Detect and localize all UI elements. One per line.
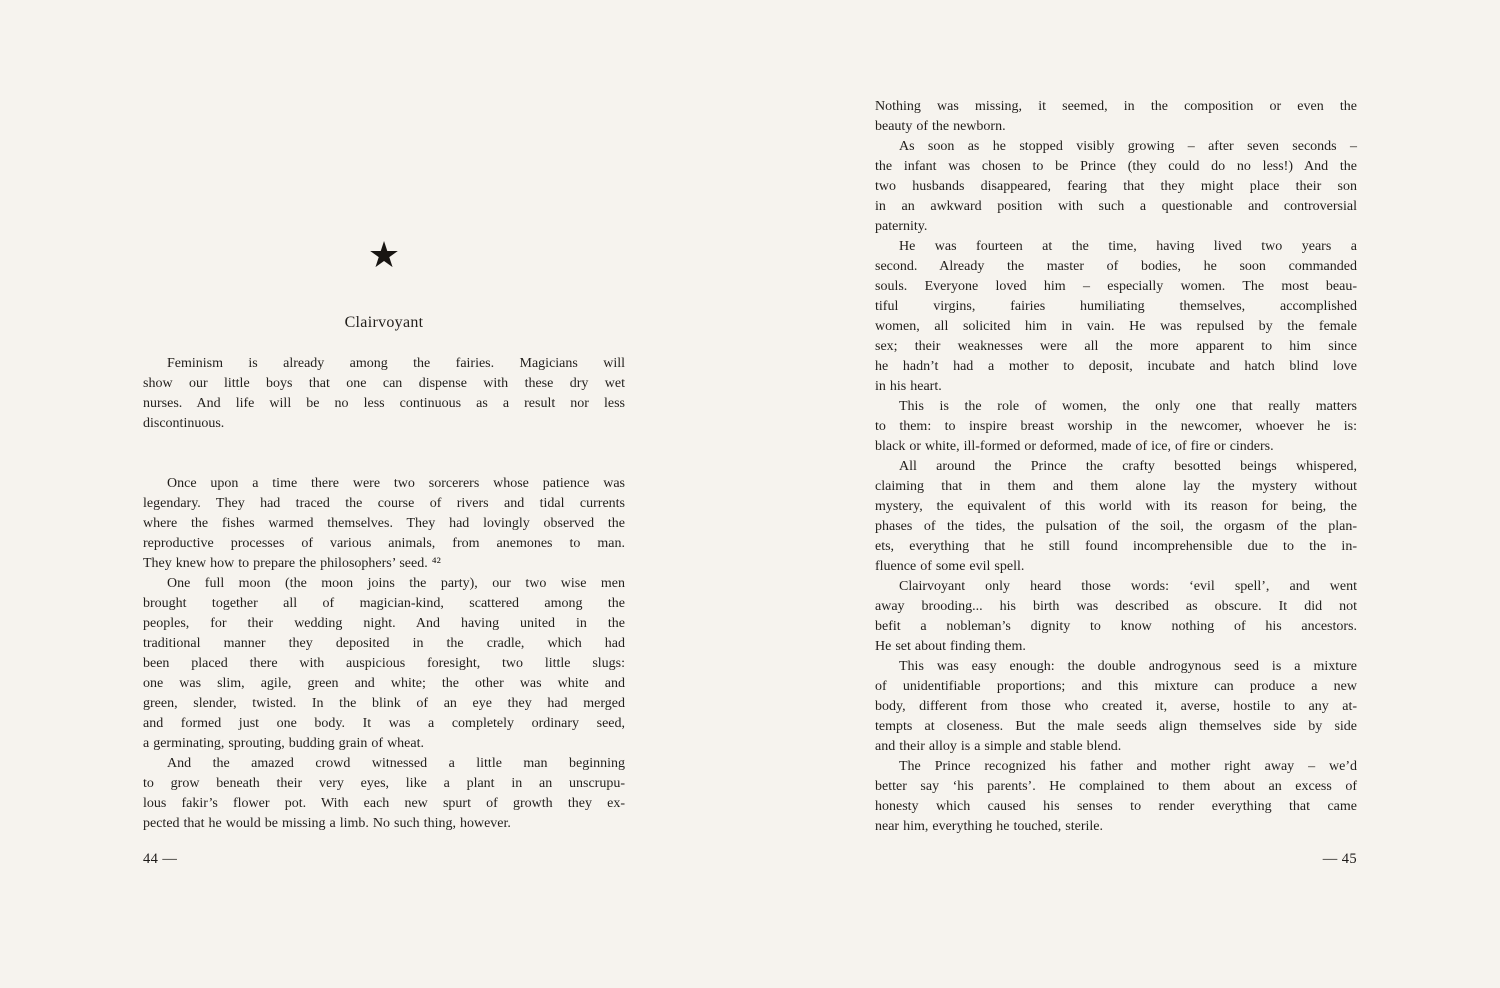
paragraph	[875, 137, 1357, 237]
text-line: sex; their weaknesses were all the more apparent to him since	[875, 339, 1357, 354]
text-line: near him, everything he touched, sterile.	[875, 819, 1103, 834]
page-number-right: — 45	[1322, 851, 1357, 867]
text-line: And the amazed crowd witnessed a little man beginning	[167, 756, 625, 771]
paragraph	[875, 237, 1357, 397]
page-number-left: 44 —	[143, 851, 178, 867]
text-line: been placed there with auspicious foresight, two little slugs:	[143, 656, 625, 671]
text-line: to grow beneath their very eyes, like a plant in an unscrupu-	[143, 776, 625, 791]
text-line: They knew how to prepare the philosophers’ seed. ⁴²	[143, 556, 441, 571]
text-line: befit a nobleman’s dignity to know nothing of his ancestors.	[875, 619, 1357, 634]
text-line: a germinating, sprouting, budding grain of wheat.	[143, 736, 424, 751]
text-line: away brooding... his birth was described as obscure. It did not	[875, 599, 1357, 614]
text-line: lous fakir’s flower pot. With each new spurt of growth they ex-	[143, 796, 625, 811]
text-line: the infant was chosen to be Prince (they could do no less!) And the	[875, 159, 1357, 174]
text-line: honesty which caused his senses to render everything that came	[875, 799, 1357, 814]
text-line: He was fourteen at the time, having lived two years a	[899, 239, 1357, 254]
paragraph	[143, 754, 625, 834]
text-line: two husbands disappeared, fearing that they might place their son	[875, 179, 1357, 194]
text-line: and formed just one body. It was a completely ordinary seed,	[143, 716, 625, 731]
text-line: and their alloy is a simple and stable blend.	[875, 739, 1122, 754]
chapter-title: Clairvoyant	[344, 314, 424, 331]
paragraph	[875, 97, 1357, 137]
text-line: one was slim, agile, green and white; the other was white and	[143, 676, 625, 691]
text-line: The Prince recognized his father and mother right away – we’d	[899, 759, 1357, 774]
body-block	[143, 474, 625, 834]
left-page	[143, 0, 625, 988]
paragraph	[875, 657, 1357, 757]
text-line: discontinuous.	[143, 416, 225, 431]
text-line: brought together all of magician-kind, scattered among the	[143, 596, 625, 611]
paragraph	[875, 757, 1357, 837]
text-line: legendary. They had traced the course of rivers and tidal currents	[143, 496, 625, 511]
text-line: of unidentifiable proportions; and this mixture can produce a new	[875, 679, 1357, 694]
text-line: in his heart.	[875, 379, 942, 394]
text-line: mystery, the equivalent of this world with its reason for being, the	[875, 499, 1357, 514]
text-line: women, all solicited him in vain. He was repulsed by the female	[875, 319, 1357, 334]
paragraph	[875, 577, 1357, 657]
star-icon: ★	[367, 235, 401, 276]
text-line: show our little boys that one can dispense with these dry wet	[143, 376, 625, 391]
text-line: This is the role of women, the only one that really matters	[899, 399, 1357, 414]
text-line: to them: to inspire breast worship in the newcomer, whoever he is:	[875, 419, 1357, 434]
text-line: he hadn’t had a mother to deposit, incubate and hatch blind love	[875, 359, 1357, 374]
body-block	[875, 97, 1357, 837]
text-line: tiful virgins, fairies humiliating themselves, accomplished	[875, 299, 1357, 314]
text-line: He set about finding them.	[875, 639, 1026, 654]
text-line: body, different from those who created it, averse, hostile to any at-	[875, 699, 1357, 714]
text-line: All around the Prince the crafty besotted beings whispered,	[899, 459, 1357, 474]
text-line: pected that he would be missing a limb. No such thing, however.	[143, 816, 511, 831]
text-line: peoples, for their wedding night. And having united in the	[143, 616, 625, 631]
text-line: nurses. And life will be no less continuous as a result nor less	[143, 396, 625, 411]
text-line: reproductive processes of various animals, from anemones to man.	[143, 536, 625, 551]
text-line: second. Already the master of bodies, he soon commanded	[875, 259, 1357, 274]
text-line: black or white, ill-formed or deformed, made of ice, of fire or cinders.	[875, 439, 1274, 454]
intro-block	[143, 354, 625, 434]
paragraph	[143, 354, 625, 434]
text-line: Clairvoyant only heard those words: ‘evil spell’, and went	[899, 579, 1357, 594]
paragraph	[143, 574, 625, 754]
text-line: in an awkward position with such a questionable and controversial	[875, 199, 1357, 214]
text-line: better say ‘his parents’. He complained to them about an excess of	[875, 779, 1357, 794]
text-line: This was easy enough: the double androgynous seed is a mixture	[899, 659, 1357, 674]
text-line: As soon as he stopped visibly growing – after seven seconds –	[899, 139, 1357, 154]
text-line: fluence of some evil spell.	[875, 559, 1025, 574]
text-line: Once upon a time there were two sorcerers whose patience was	[167, 476, 625, 491]
text-line: claiming that in them and them alone lay the mystery without	[875, 479, 1357, 494]
text-line: One full moon (the moon joins the party), our two wise men	[167, 576, 625, 591]
text-line: ets, everything that he still found incomprehensible due to the in-	[875, 539, 1357, 554]
text-line: phases of the tides, the pulsation of the soil, the orgasm of the plan-	[875, 519, 1357, 534]
text-line: tempts at closeness. But the male seeds align themselves side by side	[875, 719, 1357, 734]
text-line: paternity.	[875, 219, 928, 234]
text-line: Nothing was missing, it seemed, in the composition or even the	[875, 99, 1357, 114]
paragraph	[143, 474, 625, 574]
text-line: where the fishes warmed themselves. They had lovingly observed the	[143, 516, 625, 531]
text-line: green, slender, twisted. In the blink of an eye they had merged	[143, 696, 625, 711]
text-line: souls. Everyone loved him – especially women. The most beau-	[875, 279, 1357, 294]
text-line: beauty of the newborn.	[875, 119, 1006, 134]
paragraph	[875, 397, 1357, 457]
right-page	[875, 0, 1357, 988]
text-line: Feminism is already among the fairies. Magicians will	[167, 356, 625, 371]
paragraph	[875, 457, 1357, 577]
text-line: traditional manner they deposited in the cradle, which had	[143, 636, 625, 651]
